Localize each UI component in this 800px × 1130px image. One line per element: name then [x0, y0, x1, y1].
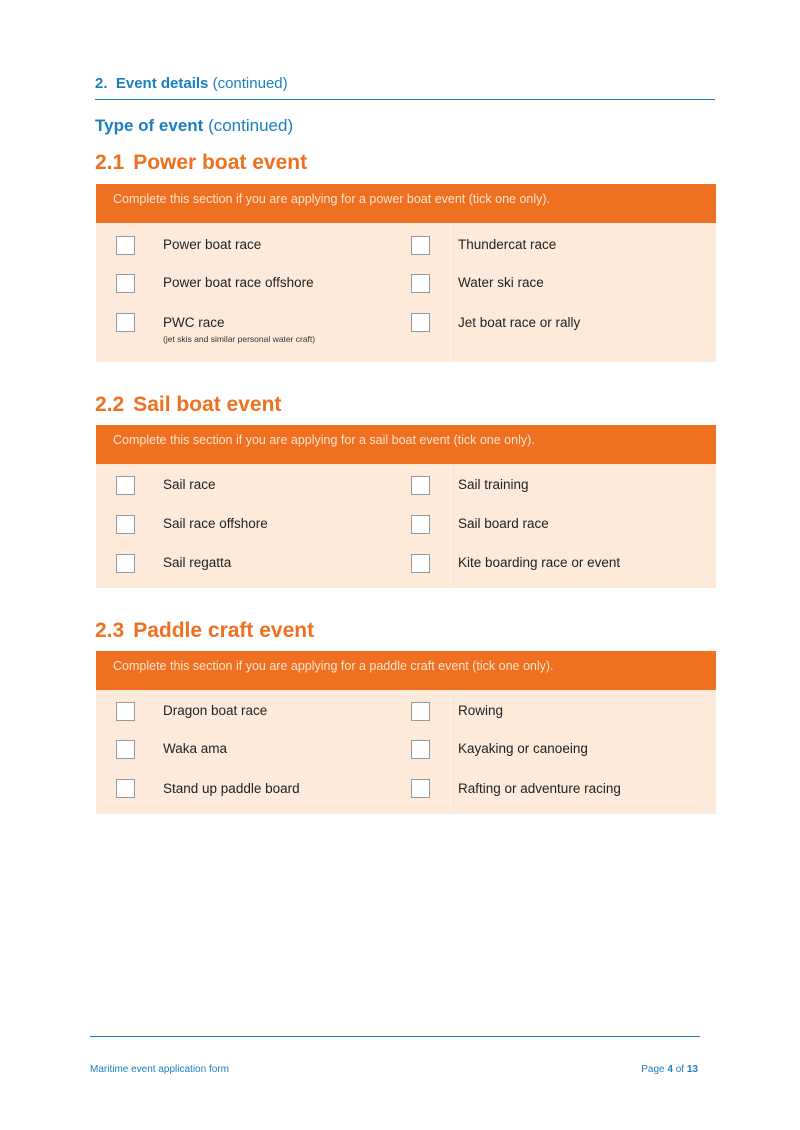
kite-boarding-checkbox[interactable]	[411, 554, 430, 573]
type-of-event-title: Type of event	[95, 116, 204, 135]
stand-up-paddle-board-checkbox[interactable]	[116, 779, 135, 798]
option-label: PWC race	[163, 315, 225, 330]
jet-boat-race-checkbox[interactable]	[411, 313, 430, 332]
footer-divider	[90, 1036, 700, 1037]
option-note: (jet skis and similar personal water craft)	[163, 334, 316, 344]
column-divider	[450, 223, 451, 362]
footer-form-name: Maritime event application form	[90, 1064, 229, 1075]
sail-race-checkbox[interactable]	[116, 476, 135, 495]
page-current: 4	[667, 1064, 673, 1075]
sail-boat-heading	[95, 393, 281, 417]
type-of-event-suffix: (continued)	[208, 116, 294, 135]
waka-ama-checkbox[interactable]	[116, 740, 135, 759]
option-label: Power boat race	[163, 237, 262, 252]
group-number: 2.1	[95, 151, 125, 174]
group-title: Paddle craft event	[133, 619, 315, 642]
page-total: 13	[686, 1064, 698, 1075]
paddle-craft-options-panel	[96, 651, 716, 814]
power-boat-race-checkbox[interactable]	[116, 236, 135, 255]
option-label: Rowing	[458, 703, 504, 718]
column-divider	[450, 690, 451, 814]
sail-boat-options-panel	[96, 425, 716, 588]
rowing-checkbox[interactable]	[411, 702, 430, 721]
option-label: Sail regatta	[163, 555, 232, 570]
option-label: Dragon boat race	[163, 703, 268, 718]
page-of: of	[675, 1064, 685, 1075]
section-divider	[95, 99, 715, 100]
pwc-race-checkbox[interactable]	[116, 313, 135, 332]
group-instruction: Complete this section if you are applying for a sail boat event (tick one only).	[96, 425, 716, 464]
water-ski-race-checkbox[interactable]	[411, 274, 430, 293]
power-boat-race-offshore-checkbox[interactable]	[116, 274, 135, 293]
group-number: 2.3	[95, 619, 125, 642]
page-word: Page	[641, 1064, 665, 1075]
column-divider	[450, 464, 451, 588]
option-label: Sail race offshore	[163, 516, 268, 531]
sail-regatta-checkbox[interactable]	[116, 554, 135, 573]
dragon-boat-race-checkbox[interactable]	[116, 702, 135, 721]
option-label: Waka ama	[163, 741, 228, 756]
option-label: Rafting or adventure racing	[458, 781, 621, 796]
group-number: 2.2	[95, 393, 125, 416]
option-label: Kite boarding race or event	[458, 555, 621, 570]
kayaking-checkbox[interactable]	[411, 740, 430, 759]
group-title: Power boat event	[133, 151, 308, 174]
sail-training-checkbox[interactable]	[411, 476, 430, 495]
option-label: Kayaking or canoeing	[458, 741, 588, 756]
group-title: Sail boat event	[133, 393, 282, 416]
page-number	[641, 1064, 698, 1075]
option-label: Sail training	[458, 477, 529, 492]
paddle-craft-heading	[95, 619, 314, 643]
group-instruction: Complete this section if you are applying for a power boat event (tick one only).	[96, 184, 716, 223]
option-label: Stand up paddle board	[163, 781, 300, 796]
section-number: 2.	[95, 75, 108, 92]
section-title: Event details	[115, 75, 209, 92]
option-label: Sail race	[163, 477, 216, 492]
option-label: Power boat race offshore	[163, 275, 314, 290]
sail-race-offshore-checkbox[interactable]	[116, 515, 135, 534]
type-of-event-heading	[95, 116, 293, 136]
power-boat-options-panel	[96, 184, 716, 362]
rafting-checkbox[interactable]	[411, 779, 430, 798]
power-boat-heading	[95, 151, 307, 175]
section-suffix: (continued)	[212, 75, 288, 92]
group-instruction: Complete this section if you are applying for a paddle craft event (tick one only).	[96, 651, 716, 690]
thundercat-race-checkbox[interactable]	[411, 236, 430, 255]
option-label: Jet boat race or rally	[458, 315, 581, 330]
option-label: Sail board race	[458, 516, 549, 531]
section-heading	[95, 75, 715, 92]
sail-board-race-checkbox[interactable]	[411, 515, 430, 534]
option-label: Water ski race	[458, 275, 544, 290]
option-label: Thundercat race	[458, 237, 557, 252]
